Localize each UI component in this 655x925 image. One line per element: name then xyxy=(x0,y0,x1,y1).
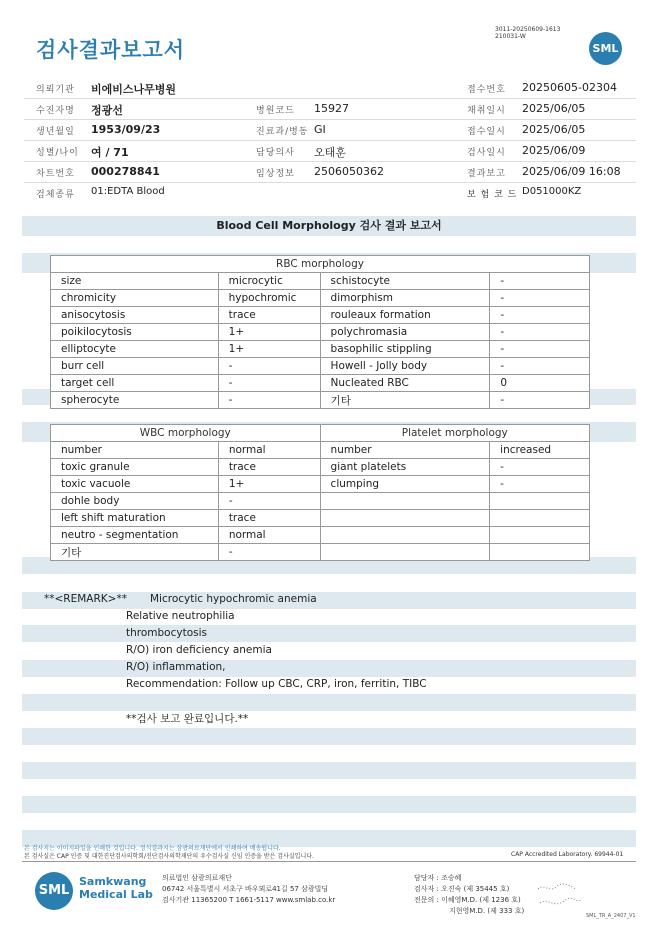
doctor: 오태훈 xyxy=(314,146,346,159)
staff-line-1: 담당자 : 조승혜 xyxy=(414,874,462,882)
receipt-no: 20250605-02304 xyxy=(522,81,617,94)
hospital-code-label: 병원코드 xyxy=(256,106,295,116)
staff-info xyxy=(414,873,524,917)
table-cell: number xyxy=(51,442,219,459)
band xyxy=(22,694,636,711)
table-cell: spherocyte xyxy=(51,392,219,409)
table-row xyxy=(51,273,590,290)
document-id xyxy=(495,26,560,40)
table-row xyxy=(51,324,590,341)
staff-line-4: 지현영M.D. (제 333 호) xyxy=(449,907,525,915)
table-cell: - xyxy=(490,459,590,476)
dept: GI xyxy=(314,123,326,136)
table-cell: - xyxy=(490,358,590,375)
brand-line-2: Medical Lab xyxy=(79,888,153,901)
brand-name xyxy=(79,875,153,901)
info-row-2 xyxy=(24,99,636,120)
table-cell: - xyxy=(218,392,320,409)
table-cell: trace xyxy=(218,510,320,527)
chart-no: 000278841 xyxy=(91,165,160,178)
collect-date-label: 채취일시 xyxy=(467,106,506,116)
hospital-code: 15927 xyxy=(314,102,349,115)
brand-line-1: Samkwang xyxy=(79,875,147,888)
table-cell: normal xyxy=(218,442,320,459)
document-id-line-2: 210031-W xyxy=(495,33,526,40)
table-row xyxy=(51,375,590,392)
chart-no-label: 차트번호 xyxy=(36,169,75,179)
table-row xyxy=(51,392,590,409)
request-org: 비에비스나무병원 xyxy=(91,83,177,96)
footer-note-1: 본 검사지는 이미지파일을 인쇄한 것입니다. 정식결과지는 삼광의료재단에서 인쇄하여 배송됩니다. xyxy=(24,845,281,852)
table-cell: chromicity xyxy=(51,290,219,307)
collect-date: 2025/06/05 xyxy=(522,102,586,115)
receipt-date-label: 접수일시 xyxy=(467,127,506,137)
specimen: 01:EDTA Blood xyxy=(91,186,165,197)
remark-line: Microcytic hypochromic anemia xyxy=(150,593,317,605)
table-cell xyxy=(320,493,490,510)
receipt-date: 2025/06/05 xyxy=(522,123,586,136)
dob: 1953/09/23 xyxy=(91,123,161,136)
sml-logo: SML xyxy=(589,32,622,65)
info-row-6 xyxy=(24,183,636,203)
cap-accreditation: CAP Accredited Laboratory. 69944-01 xyxy=(511,851,624,858)
table-row xyxy=(51,341,590,358)
info-row-4 xyxy=(24,141,636,162)
rbc-table-title: RBC morphology xyxy=(51,256,590,273)
table-cell: - xyxy=(490,324,590,341)
table-cell: number xyxy=(320,442,490,459)
name-label: 수진자명 xyxy=(36,106,75,116)
table-cell: anisocytosis xyxy=(51,307,219,324)
org-info xyxy=(162,873,335,906)
table-cell: - xyxy=(490,476,590,493)
table-cell: neutro - segmentation xyxy=(51,527,219,544)
test-date: 2025/06/09 xyxy=(522,144,586,157)
table-row xyxy=(51,307,590,324)
table-cell xyxy=(490,493,590,510)
table-cell xyxy=(490,527,590,544)
table-cell: Nucleated RBC xyxy=(320,375,490,392)
band xyxy=(22,660,636,677)
rbc-table xyxy=(50,255,590,409)
table-cell: giant platelets xyxy=(320,459,490,476)
table-cell: burr cell xyxy=(51,358,219,375)
info-row-1 xyxy=(24,78,636,99)
table-cell xyxy=(490,510,590,527)
info-row-3 xyxy=(24,120,636,141)
table-cell: - xyxy=(490,307,590,324)
table-cell: 1+ xyxy=(218,476,320,493)
insurance-code: D051000KZ xyxy=(522,186,582,197)
form-code: SML_TR_A_2407_V1 xyxy=(586,913,636,919)
wbc-platelet-table xyxy=(50,424,590,561)
table-cell: target cell xyxy=(51,375,219,392)
table-cell: left shift maturation xyxy=(51,510,219,527)
remark-line: Recommendation: Follow up CBC, CRP, iron, ferritin, TIBC xyxy=(126,678,427,690)
table-cell: poikilocytosis xyxy=(51,324,219,341)
org-line-2: 06742 서울특별시 서초구 바우뫼로41길 57 삼광빌딩 xyxy=(162,885,329,893)
table-cell: 기타 xyxy=(320,392,490,409)
request-org-label: 의뢰기관 xyxy=(36,85,75,95)
table-row xyxy=(51,476,590,493)
table-row xyxy=(51,358,590,375)
band xyxy=(22,625,636,642)
table-cell: dimorphism xyxy=(320,290,490,307)
table-row xyxy=(51,510,590,527)
table-row xyxy=(51,493,590,510)
report-date-label: 결과보고 xyxy=(467,169,506,179)
report-date: 2025/06/09 16:08 xyxy=(522,165,621,178)
table-cell: 기타 xyxy=(51,544,219,561)
table-cell: normal xyxy=(218,527,320,544)
sex-age: 여 / 71 xyxy=(91,146,129,159)
table-cell: - xyxy=(218,358,320,375)
table-cell: elliptocyte xyxy=(51,341,219,358)
remark-line: Relative neutrophilia xyxy=(126,610,235,622)
table-cell: 1+ xyxy=(218,341,320,358)
table-cell: - xyxy=(490,290,590,307)
clinical-label: 임상정보 xyxy=(256,169,295,179)
table-cell: hypochromic xyxy=(218,290,320,307)
org-line-3: 검사기관 11365200 T 1661-5117 www.smlab.co.kr xyxy=(162,896,336,904)
dob-label: 생년월일 xyxy=(36,127,75,137)
table-cell: schistocyte xyxy=(320,273,490,290)
table-row xyxy=(51,527,590,544)
footer-note-2: 본 검사실은 CAP 인증 및 대한진단검사의학회/진단검사의학재단의 우수검사실 신임 인증을 받은 검사실입니다. xyxy=(24,853,314,860)
remark-line: R/O) iron deficiency anemia xyxy=(126,644,272,656)
table-row xyxy=(51,459,590,476)
sml-footer-logo: SML xyxy=(35,872,73,910)
info-row-5 xyxy=(24,162,636,183)
table-cell: trace xyxy=(218,459,320,476)
doctor-label: 담당의사 xyxy=(256,148,295,158)
signature-scribble xyxy=(536,879,586,915)
report-title: Blood Cell Morphology 검사 결과 보고서 xyxy=(22,216,636,236)
band xyxy=(22,796,636,813)
table-cell: basophilic stippling xyxy=(320,341,490,358)
page-title: 검사결과보고서 xyxy=(36,38,186,62)
remark-line: R/O) inflammation, xyxy=(126,661,226,673)
table-cell: size xyxy=(51,273,219,290)
table-cell: polychromasia xyxy=(320,324,490,341)
specimen-label: 검체종류 xyxy=(36,190,75,200)
receipt-no-label: 접수번호 xyxy=(467,85,506,95)
table-cell: toxic granule xyxy=(51,459,219,476)
table-cell: toxic vacuole xyxy=(51,476,219,493)
table-cell xyxy=(320,527,490,544)
table-cell: 1+ xyxy=(218,324,320,341)
table-cell: Howell - Jolly body xyxy=(320,358,490,375)
band xyxy=(22,728,636,745)
remark-label: **<REMARK>** xyxy=(44,593,127,605)
table-cell: 0 xyxy=(490,375,590,392)
table-cell: - xyxy=(218,493,320,510)
table-cell: rouleaux formation xyxy=(320,307,490,324)
document-id-line-1: 3011-20250609-1613 xyxy=(495,26,561,33)
remark-line: thrombocytosis xyxy=(126,627,207,639)
table-row xyxy=(51,442,590,459)
clinical-info: 2506050362 xyxy=(314,165,384,178)
table-cell: dohle body xyxy=(51,493,219,510)
table-cell: - xyxy=(218,544,320,561)
table-cell: - xyxy=(490,341,590,358)
table-row xyxy=(51,544,590,561)
staff-line-3: 전문의 : 이혜영M.D. (제 1236 호) xyxy=(414,896,521,904)
test-date-label: 검사일시 xyxy=(467,148,506,158)
table-cell: - xyxy=(218,375,320,392)
table-cell: - xyxy=(490,273,590,290)
table-cell: increased xyxy=(490,442,590,459)
table-cell xyxy=(320,510,490,527)
band xyxy=(22,762,636,779)
table-cell: microcytic xyxy=(218,273,320,290)
staff-line-2: 검사자 : 오진숙 (제 35445 호) xyxy=(414,885,510,893)
table-cell: trace xyxy=(218,307,320,324)
table-row xyxy=(51,290,590,307)
report-complete: **검사 보고 완료입니다.** xyxy=(126,713,249,725)
table-cell xyxy=(490,544,590,561)
table-cell: clumping xyxy=(320,476,490,493)
table-cell xyxy=(320,544,490,561)
patient-name: 정광선 xyxy=(91,104,123,117)
table-cell: - xyxy=(490,392,590,409)
footer-divider xyxy=(22,861,636,862)
platelet-table-title: Platelet morphology xyxy=(320,425,589,442)
org-line-1: 의료법인 삼광의료재단 xyxy=(162,874,232,882)
sex-age-label: 성별/나이 xyxy=(36,148,79,158)
wbc-table-title: WBC morphology xyxy=(51,425,321,442)
insurance-label: 보 험 코 드 xyxy=(467,190,518,200)
dept-label: 진료과/병동 xyxy=(256,127,309,137)
